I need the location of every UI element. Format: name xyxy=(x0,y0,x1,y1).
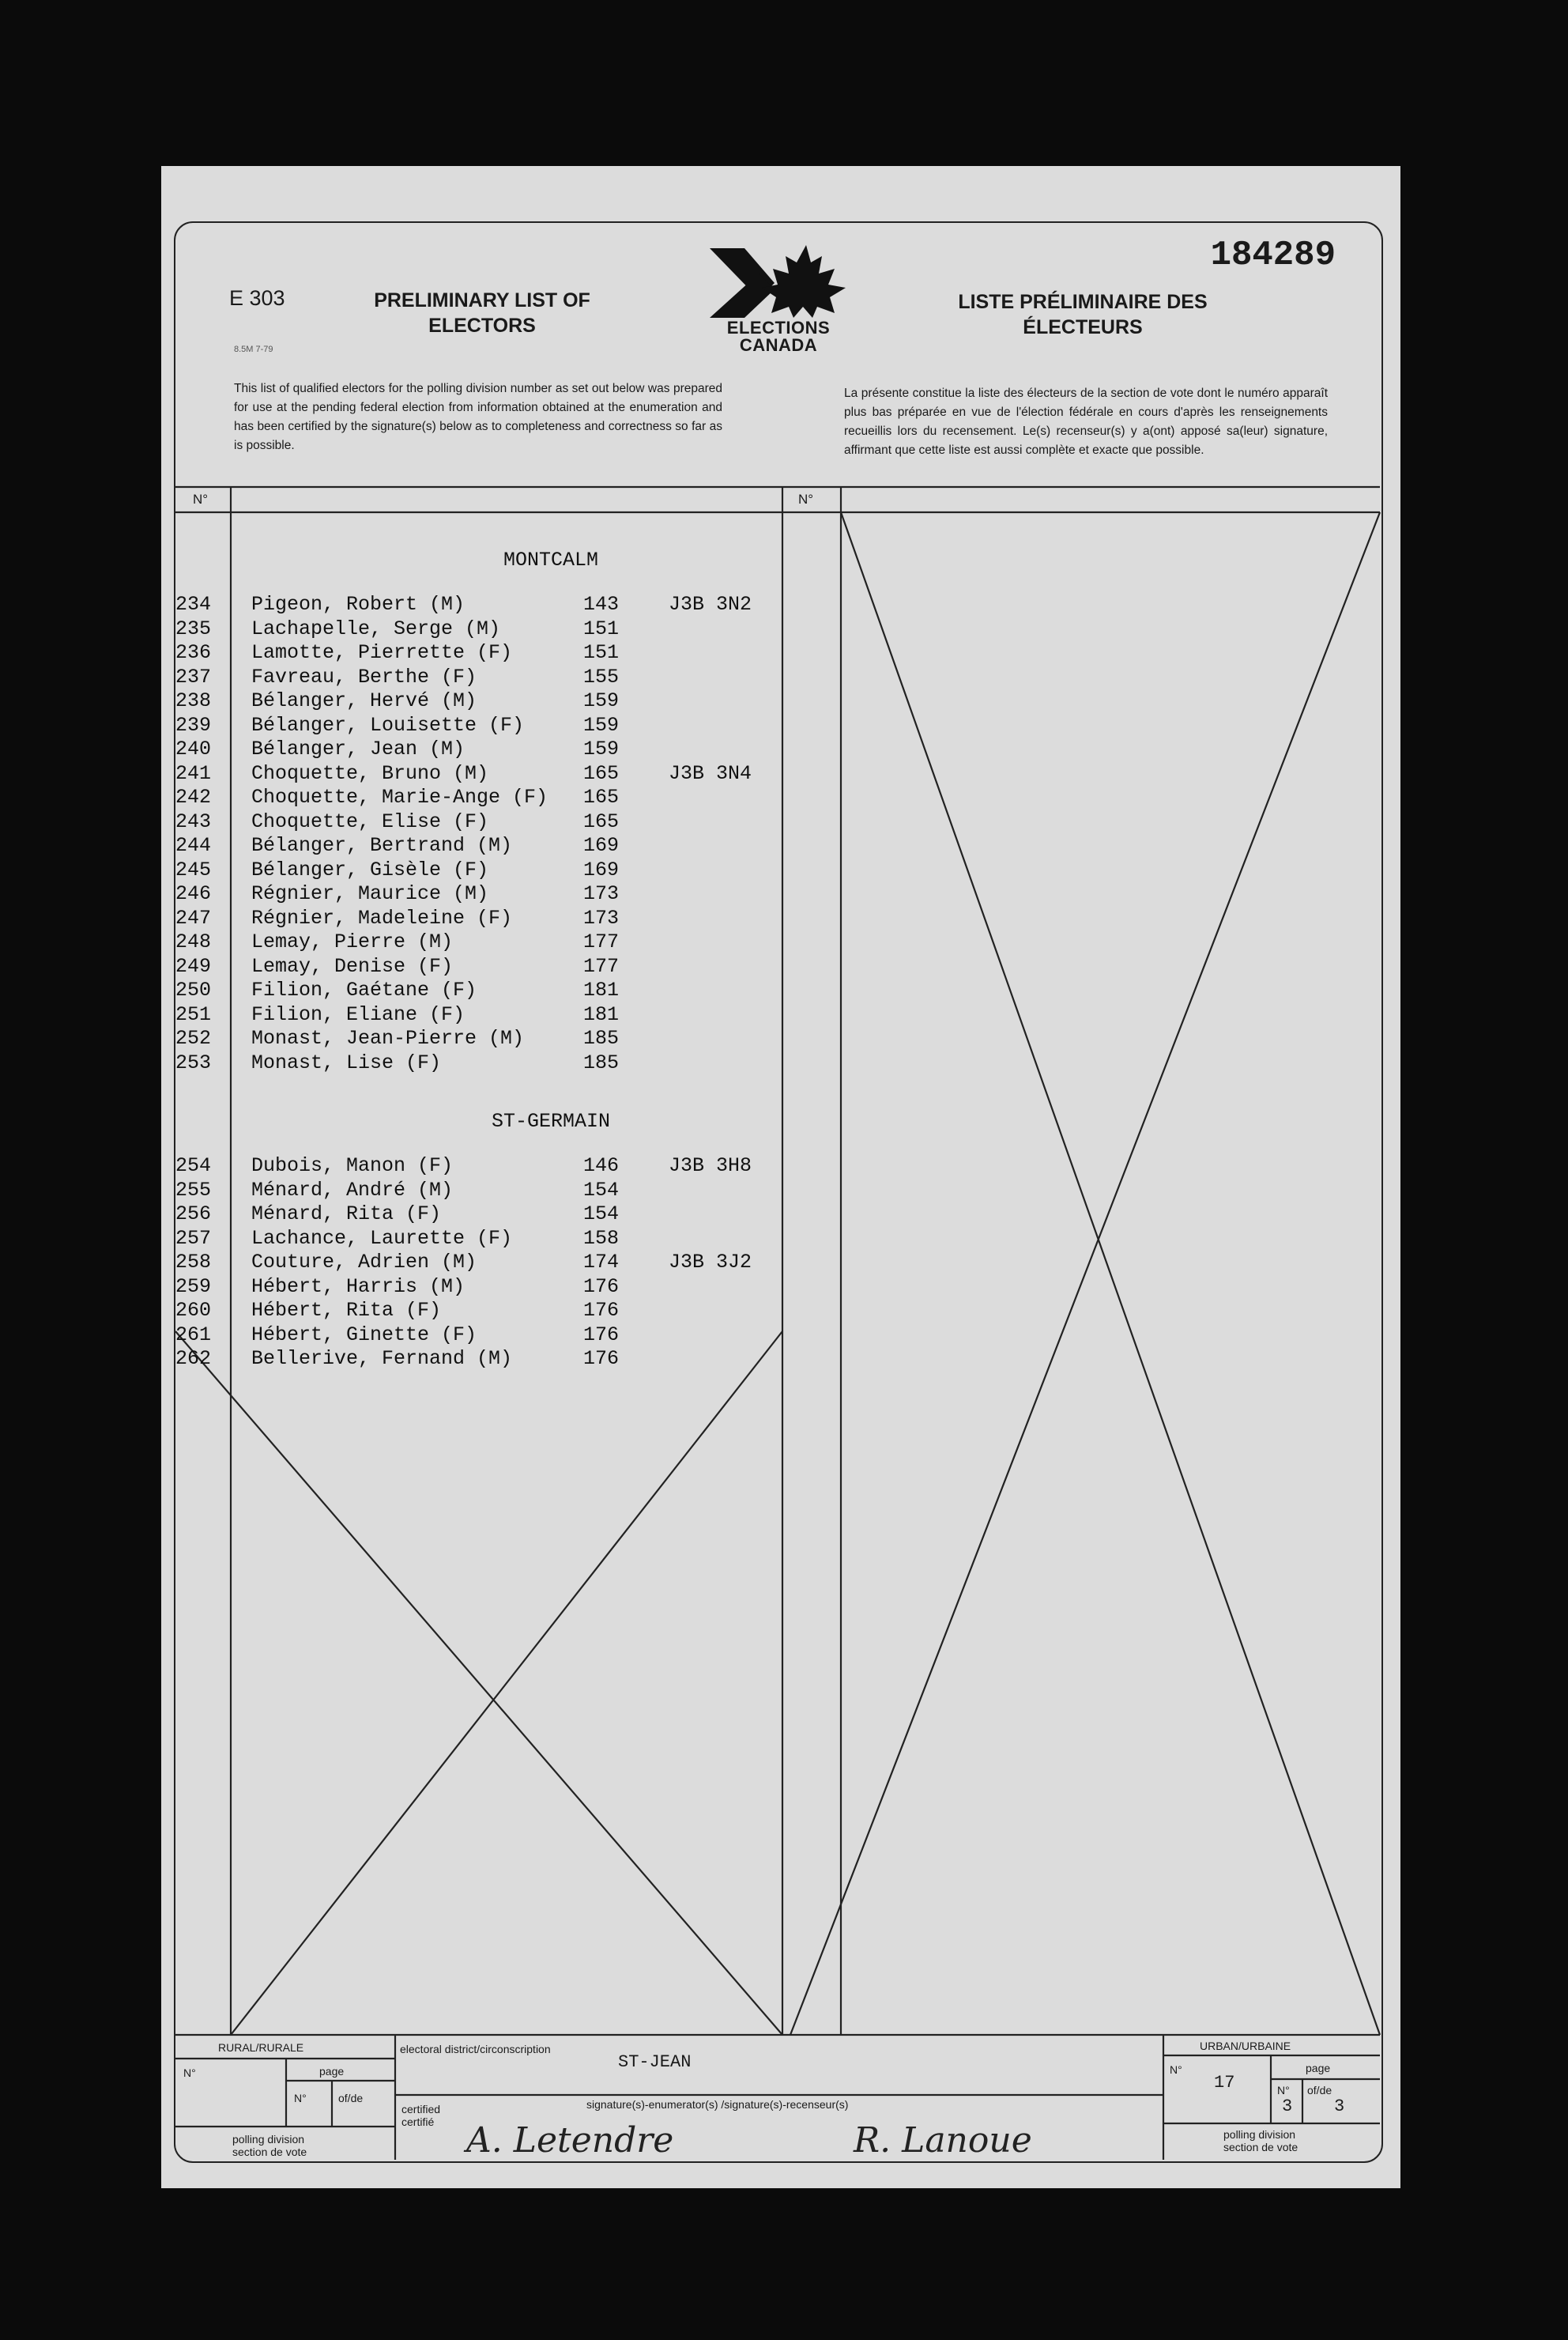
certified-label: certified certifié xyxy=(401,2103,441,2128)
elector-name: Lamotte, Pierrette (F) xyxy=(251,641,513,664)
section-montcalm xyxy=(175,549,808,1075)
elector-name: Pigeon, Robert (M) xyxy=(251,593,466,616)
elector-name: Lachapelle, Serge (M) xyxy=(251,617,501,640)
elector-number: 239 xyxy=(175,713,212,737)
elector-number: 248 xyxy=(175,930,212,953)
elector-row xyxy=(175,617,808,642)
civic-number: 173 xyxy=(583,882,620,905)
civic-number: 181 xyxy=(583,979,620,1002)
civic-number: 151 xyxy=(583,641,620,664)
urban-of-label: of/de xyxy=(1307,2084,1332,2097)
urban-no-label: N° xyxy=(1170,2063,1182,2076)
elector-number: 259 xyxy=(175,1274,212,1298)
elector-name: Régnier, Maurice (M) xyxy=(251,882,489,905)
civic-number: 181 xyxy=(583,1002,620,1026)
rural-polling-division-label: polling division section de vote xyxy=(232,2133,307,2158)
elector-name: Ménard, André (M) xyxy=(251,1178,454,1202)
signature-label: signature(s)-enumerator(s) /signature(s)-recenseur(s) xyxy=(586,2098,849,2111)
elector-number: 256 xyxy=(175,1202,212,1225)
elector-number: 255 xyxy=(175,1178,212,1202)
elector-row xyxy=(175,955,808,979)
form-number: E 303 xyxy=(229,286,285,310)
elector-row xyxy=(175,979,808,1003)
civic-number: 174 xyxy=(583,1251,620,1274)
urban-label: URBAN/URBAINE xyxy=(1200,2040,1291,2052)
elector-number: 236 xyxy=(175,641,212,664)
elector-row xyxy=(175,907,808,931)
elector-row xyxy=(175,1027,808,1051)
postal-code: J3B 3H8 xyxy=(669,1154,752,1177)
elector-row xyxy=(175,1275,808,1300)
elector-row xyxy=(175,1299,808,1323)
elector-name: Bélanger, Hervé (M) xyxy=(251,689,477,712)
elector-name: Bélanger, Jean (M) xyxy=(251,738,466,760)
elector-name: Choquette, Elise (F) xyxy=(251,810,489,833)
elector-number: 257 xyxy=(175,1226,212,1250)
intro-text-french: La présente constitue la liste des électeurs de la section de vote dont le numéro apparaît plus bas préparée en vue de l'élection fédérale en cours d'après les renseignements recueillis lors du recensement. Le(s) recenseur(s) y a(ont) apposé sa(leur) signature, affirmant que cette liste est aussi complète et exacte que possible. xyxy=(844,387,1328,457)
postal-code: J3B 3N2 xyxy=(669,593,752,616)
column-header-number-left: N° xyxy=(193,492,209,507)
civic-number: 159 xyxy=(583,689,620,712)
elector-row xyxy=(175,689,808,714)
elector-name: Filion, Eliane (F) xyxy=(251,1002,466,1026)
elector-row xyxy=(175,1003,808,1028)
elector-row xyxy=(175,714,808,738)
elector-name: Ménard, Rita (F) xyxy=(251,1202,442,1225)
street-heading: ST-GERMAIN xyxy=(491,1110,611,1133)
rural-no-label: N° xyxy=(183,2066,196,2079)
elector-row xyxy=(175,1202,808,1227)
civic-number: 146 xyxy=(583,1154,620,1177)
elector-row xyxy=(175,810,808,835)
elector-row xyxy=(175,1179,808,1203)
civic-number: 165 xyxy=(583,761,620,785)
civic-number: 159 xyxy=(583,738,620,760)
rural-label: RURAL/RURALE xyxy=(218,2041,304,2054)
civic-number: 143 xyxy=(583,593,620,616)
civic-number: 176 xyxy=(583,1299,620,1322)
elector-name: Hébert, Rita (F) xyxy=(251,1299,442,1322)
signature-enumerator-2: R. Lanoue xyxy=(854,2120,1032,2161)
form-code: 8.5M 7-79 xyxy=(234,345,273,354)
civic-number: 155 xyxy=(583,665,620,689)
elector-number: 261 xyxy=(175,1323,212,1346)
civic-number: 173 xyxy=(583,906,620,930)
postal-code: J3B 3N4 xyxy=(669,761,752,785)
elector-name: Lemay, Denise (F) xyxy=(251,954,454,978)
logo-text: ELECTIONS CANADA xyxy=(726,318,831,355)
rural-of-label: of/de xyxy=(338,2092,364,2104)
civic-number: 185 xyxy=(583,1051,620,1074)
elector-row xyxy=(175,1323,808,1348)
elector-name: Lachance, Laurette (F) xyxy=(251,1226,513,1250)
district-value: ST-JEAN xyxy=(618,2052,692,2072)
elector-row xyxy=(175,738,808,762)
elector-name: Monast, Lise (F) xyxy=(251,1051,442,1074)
elector-number: 253 xyxy=(175,1051,212,1074)
civic-number: 165 xyxy=(583,786,620,809)
civic-number: 165 xyxy=(583,810,620,833)
elector-row xyxy=(175,1227,808,1251)
district-label: electoral district/circonscription xyxy=(400,2043,551,2055)
elector-row xyxy=(175,859,808,883)
elector-number: 240 xyxy=(175,738,212,760)
urban-polling-division-label: polling division section de vote xyxy=(1223,2128,1298,2153)
civic-number: 158 xyxy=(583,1226,620,1250)
column-header-number-right: N° xyxy=(798,492,814,507)
elector-row xyxy=(175,882,808,907)
civic-number: 177 xyxy=(583,954,620,978)
elector-name: Favreau, Berthe (F) xyxy=(251,665,477,689)
elector-number: 238 xyxy=(175,689,212,712)
title-french: LISTE PRÉLIMINAIRE DES ÉLECTEURS xyxy=(958,291,1208,338)
rural-page-label: page xyxy=(319,2065,345,2078)
civic-number: 176 xyxy=(583,1274,620,1298)
intro-text-english: This list of qualified electors for the polling division number as set out below was prepared for use at the pending federal election from information obtained at the enumeration and has been certified by the signature(s) below as to completeness and correctness so far as is possible. xyxy=(234,382,722,452)
elector-number: 246 xyxy=(175,882,212,905)
urban-page-label: page xyxy=(1306,2062,1331,2074)
of-value: 3 xyxy=(1334,2097,1345,2116)
civic-number: 154 xyxy=(583,1202,620,1225)
elector-name: Choquette, Bruno (M) xyxy=(251,761,489,785)
urban-polling-division-number: 17 xyxy=(1214,2073,1235,2093)
elector-number: 251 xyxy=(175,1002,212,1026)
elector-row xyxy=(175,1347,808,1372)
elector-row xyxy=(175,593,808,617)
elector-name: Choquette, Marie-Ange (F) xyxy=(251,786,548,809)
elector-row xyxy=(175,834,808,859)
elector-number: 234 xyxy=(175,593,212,616)
elector-name: Bellerive, Fernand (M) xyxy=(251,1347,513,1370)
rural-page-no-label: N° xyxy=(294,2092,307,2104)
civic-number: 185 xyxy=(583,1027,620,1050)
civic-number: 177 xyxy=(583,930,620,953)
elector-number: 254 xyxy=(175,1154,212,1177)
elector-number: 258 xyxy=(175,1251,212,1274)
elector-number: 237 xyxy=(175,665,212,689)
page-value: 3 xyxy=(1282,2097,1293,2116)
elector-name: Hébert, Ginette (F) xyxy=(251,1323,477,1346)
elector-name: Filion, Gaétane (F) xyxy=(251,979,477,1002)
elector-number: 249 xyxy=(175,954,212,978)
elector-name: Régnier, Madeleine (F) xyxy=(251,906,513,930)
elector-name: Lemay, Pierre (M) xyxy=(251,930,454,953)
civic-number: 151 xyxy=(583,617,620,640)
elector-number: 250 xyxy=(175,979,212,1002)
elector-number: 262 xyxy=(175,1347,212,1370)
elector-row xyxy=(175,930,808,955)
elector-name: Hébert, Harris (M) xyxy=(251,1274,466,1298)
civic-number: 169 xyxy=(583,834,620,857)
elector-name: Bélanger, Louisette (F) xyxy=(251,713,525,737)
civic-number: 176 xyxy=(583,1323,620,1346)
elector-row xyxy=(175,1251,808,1275)
elector-row xyxy=(175,786,808,810)
civic-number: 154 xyxy=(583,1178,620,1202)
elector-row xyxy=(175,1154,808,1179)
elector-row xyxy=(175,666,808,690)
elector-name: Monast, Jean-Pierre (M) xyxy=(251,1027,525,1050)
elector-name: Bélanger, Gisèle (F) xyxy=(251,858,489,881)
civic-number: 159 xyxy=(583,713,620,737)
elector-name: Couture, Adrien (M) xyxy=(251,1251,477,1274)
elector-number: 245 xyxy=(175,858,212,881)
elector-list xyxy=(175,549,808,1372)
elector-name: Bélanger, Bertrand (M) xyxy=(251,834,513,857)
elector-name: Dubois, Manon (F) xyxy=(251,1154,454,1177)
elector-row xyxy=(175,641,808,666)
urban-page-no-label: N° xyxy=(1277,2084,1290,2097)
elector-number: 241 xyxy=(175,761,212,785)
title-english: PRELIMINARY LIST OF ELECTORS xyxy=(374,289,590,337)
elector-row xyxy=(175,1051,808,1076)
signature-enumerator-1: A. Letendre xyxy=(466,2120,674,2161)
elector-number: 242 xyxy=(175,786,212,809)
street-heading: MONTCALM xyxy=(503,549,599,572)
elector-row xyxy=(175,762,808,787)
elector-number: 247 xyxy=(175,906,212,930)
elector-number: 252 xyxy=(175,1027,212,1050)
postal-code: J3B 3J2 xyxy=(669,1251,752,1274)
serial-number: 184289 xyxy=(1210,236,1336,275)
elector-number: 260 xyxy=(175,1299,212,1322)
elector-number: 244 xyxy=(175,834,212,857)
elector-number: 243 xyxy=(175,810,212,833)
elector-number: 235 xyxy=(175,617,212,640)
section-st-germain xyxy=(175,1110,808,1372)
civic-number: 169 xyxy=(583,858,620,881)
civic-number: 176 xyxy=(583,1347,620,1370)
